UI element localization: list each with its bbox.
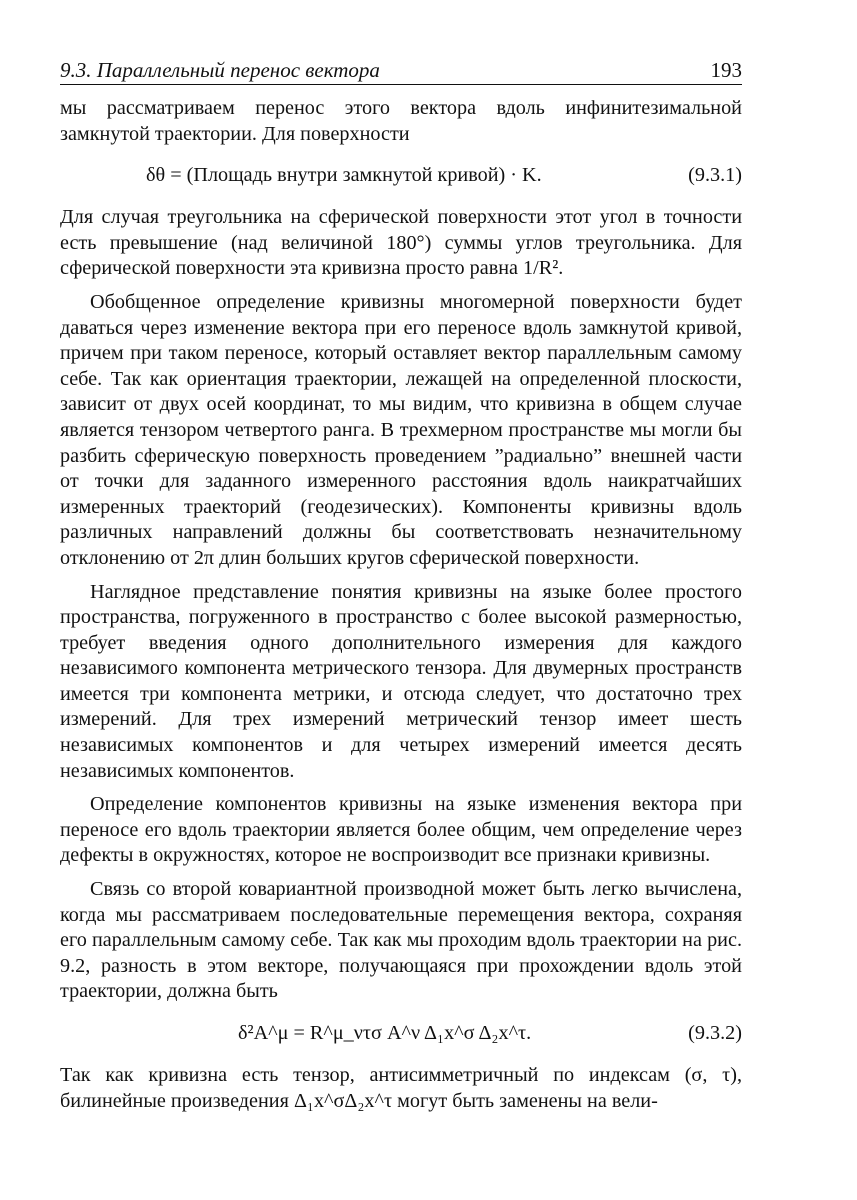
paragraph-4: Наглядное представление понятия кривизны на языке более простого пространства, погруженного в пространство с более высокой размерностью, требует введения одного дополнительного измерения для каждого независимого компонента метрического тензора. Для двумерных пространств имеется три компонента метрики, и отсюда следует, что достаточно трех измерений. Для трех измерений метрический тензор имеет шесть независимых компонентов и для четырех измерений имеется десять независимых компонентов. — [60, 580, 742, 782]
equation-9-3-1 — [60, 161, 742, 191]
paragraph-1: мы рассматриваем перенос этого вектора вдоль инфинитезимальной замкнутой траектории. Для поверхности — [60, 97, 742, 145]
equation-number: (9.3.1) — [688, 164, 742, 187]
paragraph-3: Обобщенное определение кривизны многомерной поверхности будет даваться через изменение вектора при его переносе вдоль замкнутой кривой, причем при таком переносе, который оставляет вектор параллельным самому себе. Так как ориентация траектории, лежащей на определенной плоскости, зависит от двух осей координат, то мы видим, что кривизна в общем случае является тензором четвертого ранга. В трехмерном пространстве мы могли бы разбить сферическую поверхность проведением ”радиально” внешней части от точки для заданного измеренного расстояния вдоль наикратчайших измеренных траекторий (геодезических). Компоненты кривизны вдоль различных направлений должны бы соответствовать незначительному отклонению от 2π длин больших кругов сферической поверхности. — [60, 290, 742, 569]
page-body — [60, 96, 742, 1114]
paragraph-7: Так как кривизна есть тензор, антисимметричный по индексам (σ, τ), билинейные произведения Δ₁x^σΔ₂x^τ могут быть заменены на вели- — [60, 1064, 742, 1112]
equation-number: (9.3.2) — [688, 1022, 742, 1044]
equation-formula: δ²A^μ = R^μ_ντσ A^ν Δ₁x^σ Δ₂x^τ. — [238, 1022, 532, 1044]
paragraph-2: Для случая треугольника на сферической поверхности этот угол в точности есть превышение (над величиной 180°) суммы углов треугольника. Для сферической поверхности эта кривизна просто равна 1/R². — [60, 206, 742, 280]
paragraph-5: Определение компонентов кривизны на языке изменения вектора при переносе его вдоль траектории является более общим, чем определение через дефекты в окружностях, которое не воспроизводит все признаки кривизны. — [60, 793, 742, 867]
paragraph-6: Связь со второй ковариантной производной может быть легко вычислена, когда мы рассматриваем последовательные перемещения вектора, сохраняя его параллельным самому себе. Так как мы проходим вдоль траектории на рис. 9.2, разность в этом векторе, получающаяся при прохождении вдоль этой траектории, должна быть — [60, 878, 742, 1003]
equation-9-3-2 — [60, 1019, 742, 1049]
page-number: 193 — [710, 58, 742, 82]
section-title: 9.3. Параллельный перенос вектора — [60, 58, 380, 82]
running-header — [60, 56, 742, 85]
equation-formula: δθ = (Площадь внутри замкнутой кривой) · K. — [146, 164, 542, 187]
